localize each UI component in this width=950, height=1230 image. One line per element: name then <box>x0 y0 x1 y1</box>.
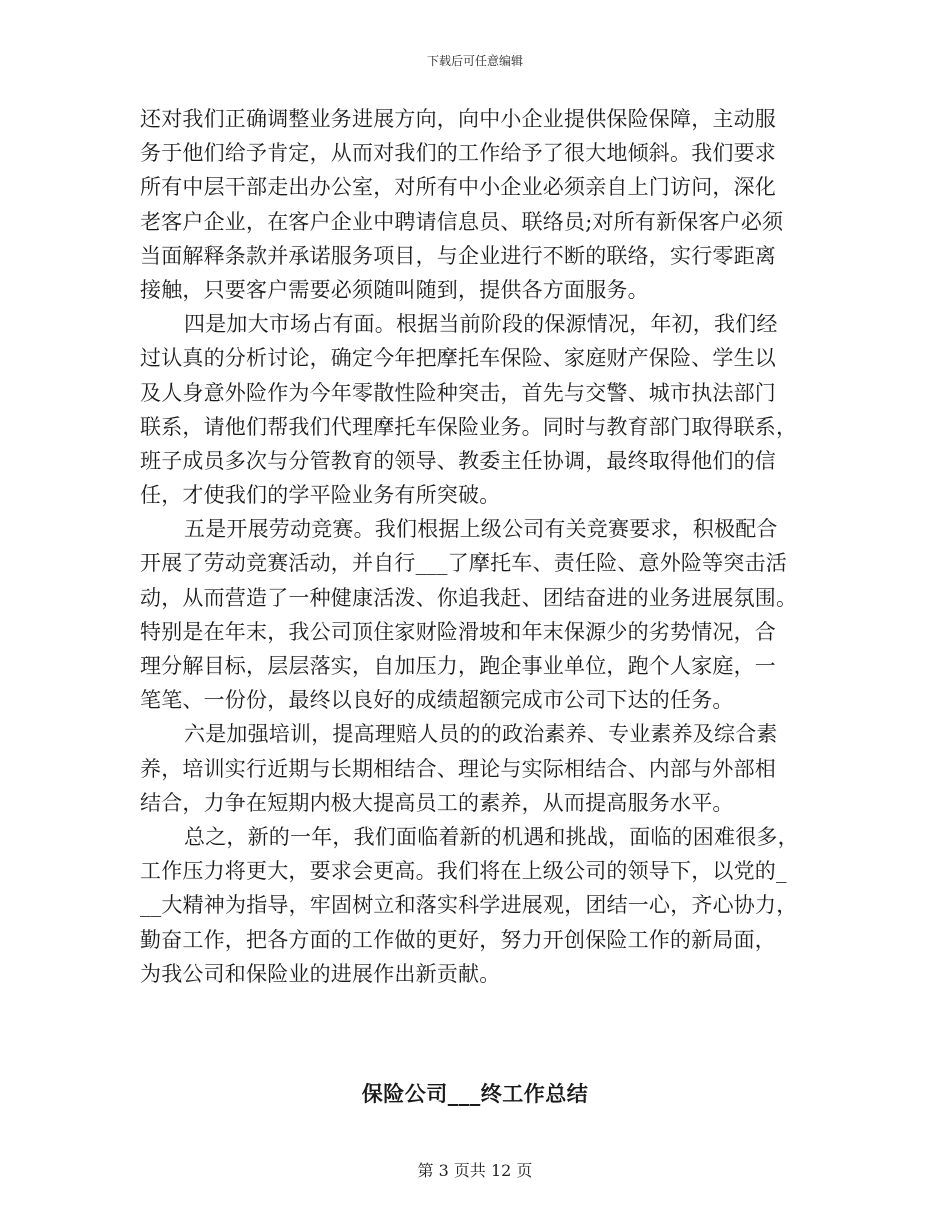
paragraph-line: 老客户企业，在客户企业中聘请信息员、联络员;对所有新保客户必须 <box>140 209 784 234</box>
paragraph-line: 还对我们正确调整业务进展方向，向中小企业提供保险保障，主动服 <box>140 107 776 131</box>
page-header: 下载后可任意编辑 <box>426 54 523 68</box>
paragraph-line: 四是加大市场占有面。根据当前阶段的保源情况，年初，我们经 <box>184 312 778 337</box>
section-title: 保险公司___终工作总结 <box>361 1081 589 1106</box>
paragraph-line: 五是开展劳动竞赛。我们根据上级公司有关竞赛要求，积极配合 <box>184 517 778 542</box>
paragraph-line: 工作压力将更大，要求会更高。我们将在上级公司的领导下，以党的_ <box>140 859 787 884</box>
paragraph-line: 所有中层干部走出办公室，对所有中小企业必须亲自上门访问，深化 <box>140 175 776 200</box>
body-text <box>140 102 820 991</box>
paragraph-line: 及人身意外险作为今年零散性险种突击，首先与交警、城市执法部门 <box>140 380 776 405</box>
paragraph-line: 接触，只要客户需要必须随叫随到，提供各方面服务。 <box>140 277 649 302</box>
paragraph-line: 过认真的分析讨论，确定今年把摩托车保险、家庭财产保险、学生以 <box>140 346 776 371</box>
paragraph-line: 动，从而营造了一种健康活泼、你追我赶、团结奋进的业务进展氛围。 <box>140 585 798 610</box>
paragraph-line: 当面解释条款并承诺服务项目，与企业进行不断的联络，实行零距离 <box>140 243 776 268</box>
paragraph-line: 总之，新的一年，我们面临着新的机遇和挑战，面临的困难很多， <box>184 824 799 849</box>
paragraph-line: 结合，力争在短期内极大提高员工的素养，从而提高服务水平。 <box>140 790 734 815</box>
paragraph-line: 联系，请他们帮我们代理摩托车保险业务。同时与教育部门取得联系， <box>140 414 798 439</box>
paragraph-line: 为我公司和保险业的进展作出新贡献。 <box>140 961 501 986</box>
paragraph-line: 班子成员多次与分管教育的领导、教委主任协调，最终取得他们的信 <box>140 448 776 473</box>
paragraph-line: __大精神为指导，牢固树立和落实科学进展观，团结一心，齐心协力， <box>140 893 798 918</box>
paragraph-line: 理分解目标，层层落实，自加压力，跑企事业单位，跑个人家庭，一 <box>140 654 776 678</box>
paragraph-line: 特别是在年末，我公司顶住家财险滑坡和年末保源少的劣势情况，合 <box>140 619 776 644</box>
paragraph-line: 养，培训实行近期与长期相结合、理论与实际相结合、内部与外部相 <box>140 756 776 781</box>
paragraph-line: 务于他们给予肯定，从而对我们的工作给予了很大地倾斜。我们要求 <box>140 141 776 166</box>
page-footer: 第 3 页共 12 页 <box>417 1161 533 1180</box>
paragraph-line: 六是加强培训，提高理赔人员的的政治素养、专业素养及综合素 <box>184 722 778 747</box>
paragraph-line: 笔笔、一份份，最终以良好的成绩超额完成市公司下达的任务。 <box>140 688 734 713</box>
paragraph-line: 勤奋工作，把各方面的工作做的更好，努力开创保险工作的新局面， <box>140 927 776 952</box>
paragraph-line: 任，才使我们的学平险业务有所突破。 <box>140 483 501 508</box>
paragraph-line: 开展了劳动竞赛活动，并自行___了摩托车、责任险、意外险等突击活 <box>140 551 787 576</box>
